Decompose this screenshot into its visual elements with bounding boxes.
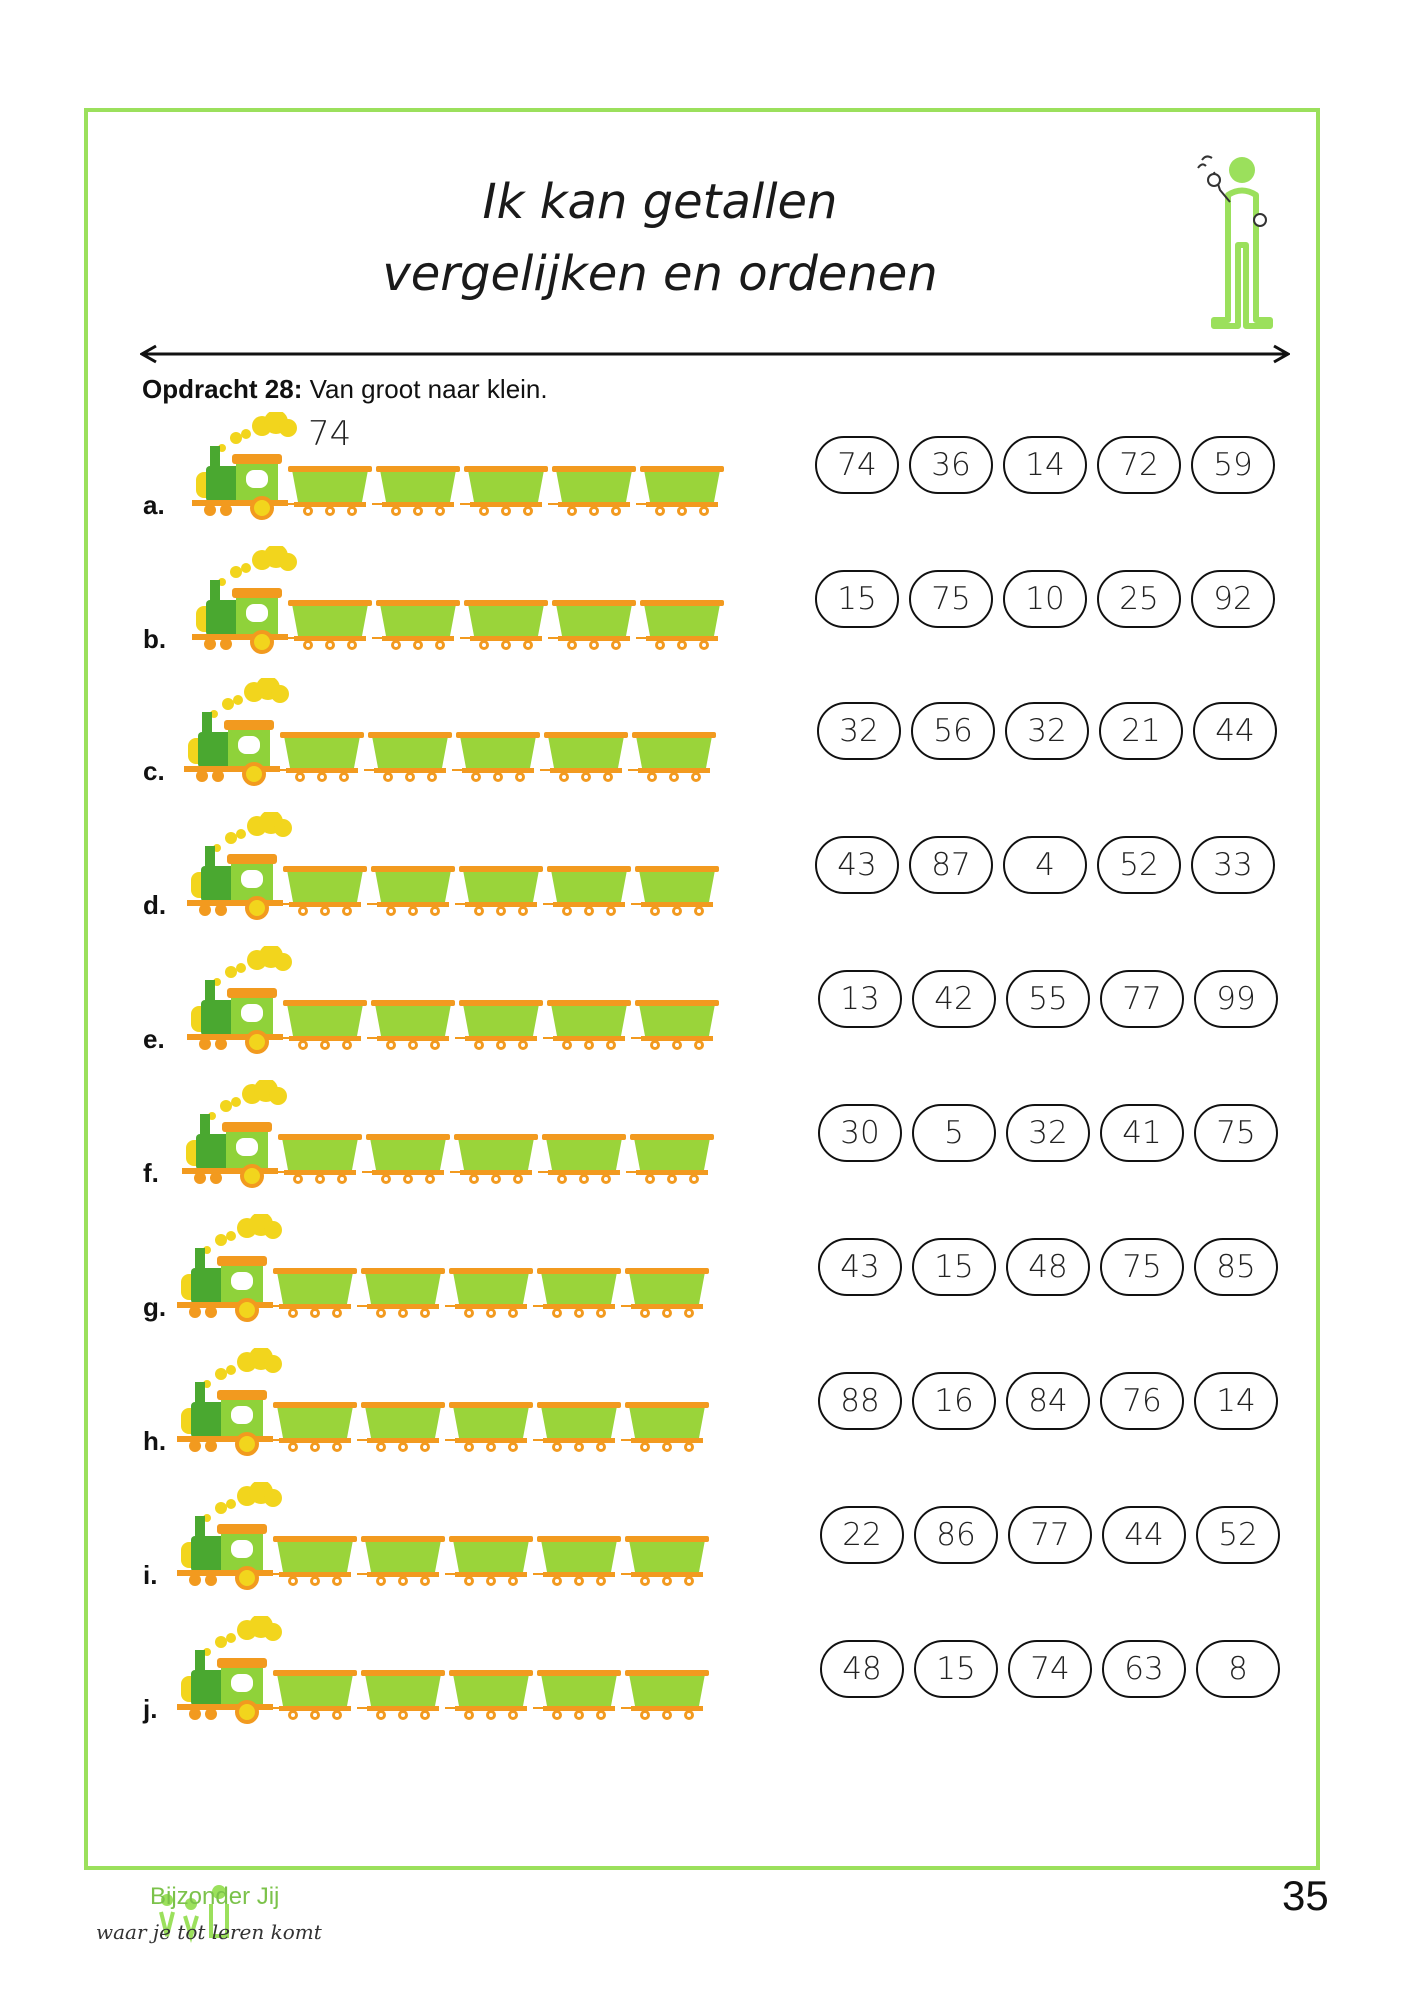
number-group <box>815 436 1275 494</box>
number-pill: 41 <box>1100 1104 1184 1162</box>
number-pill: 74 <box>815 436 899 494</box>
number-pill: 72 <box>1097 436 1181 494</box>
number-pill: 63 <box>1102 1640 1186 1698</box>
number-pill: 16 <box>912 1372 996 1430</box>
task-label: Opdracht 28: <box>142 374 303 404</box>
number-pill: 77 <box>1100 970 1184 1028</box>
row-label: g. <box>143 1292 167 1322</box>
number-pill: 87 <box>909 836 993 894</box>
exercise-row <box>0 678 1414 788</box>
number-pill: 32 <box>1006 1104 1090 1162</box>
exercise-row <box>0 812 1414 922</box>
train-icon <box>190 546 730 656</box>
number-pill: 32 <box>817 702 901 760</box>
number-pill: 15 <box>914 1640 998 1698</box>
row-label: j. <box>143 1694 158 1724</box>
number-pill: 25 <box>1097 570 1181 628</box>
row-label: e. <box>143 1024 165 1054</box>
number-pill: 75 <box>1194 1104 1278 1162</box>
number-group <box>818 1104 1278 1162</box>
number-pill: 5 <box>912 1104 996 1162</box>
row-label: b. <box>143 624 167 654</box>
number-pill: 15 <box>912 1238 996 1296</box>
exercise-row <box>0 1348 1414 1458</box>
train-icon <box>182 678 722 788</box>
row-label: i. <box>143 1560 158 1590</box>
row-label: c. <box>143 756 165 786</box>
task-text: Van groot naar klein. <box>309 374 548 404</box>
exercise-row <box>0 1214 1414 1324</box>
number-group <box>815 570 1275 628</box>
exercise-row <box>0 1482 1414 1592</box>
train-icon <box>185 812 725 922</box>
number-pill: 75 <box>1100 1238 1184 1296</box>
exercise-row <box>0 1080 1414 1190</box>
number-pill: 4 <box>1003 836 1087 894</box>
exercise-row <box>0 546 1414 656</box>
number-pill: 55 <box>1006 970 1090 1028</box>
row-label: h. <box>143 1426 167 1456</box>
number-pill: 43 <box>815 836 899 894</box>
number-pill: 48 <box>820 1640 904 1698</box>
number-pill: 42 <box>912 970 996 1028</box>
row-label: a. <box>143 490 165 520</box>
title-line-2: vergelijken en ordenen <box>382 246 938 302</box>
exercise-row <box>0 412 1414 522</box>
number-pill: 48 <box>1006 1238 1090 1296</box>
train-icon <box>175 1348 715 1458</box>
number-pill: 33 <box>1191 836 1275 894</box>
number-group <box>815 836 1275 894</box>
number-pill: 36 <box>909 436 993 494</box>
number-pill: 44 <box>1193 702 1277 760</box>
train-icon <box>175 1214 715 1324</box>
number-pill: 15 <box>815 570 899 628</box>
number-pill: 52 <box>1196 1506 1280 1564</box>
brand-slogan: waar je tot leren komt <box>96 1920 322 1944</box>
number-pill: 74 <box>1008 1640 1092 1698</box>
brand-name: Bijzonder Jij <box>150 1883 280 1910</box>
number-group <box>818 1372 1278 1430</box>
train-icon <box>175 1482 715 1592</box>
number-pill: 10 <box>1003 570 1087 628</box>
number-pill: 59 <box>1191 436 1275 494</box>
title-line-1: Ik kan getallen <box>482 174 838 230</box>
number-pill: 8 <box>1196 1640 1280 1698</box>
row-label: d. <box>143 890 167 920</box>
number-pill: 22 <box>820 1506 904 1564</box>
number-pill: 92 <box>1191 570 1275 628</box>
number-pill: 75 <box>909 570 993 628</box>
number-pill: 21 <box>1099 702 1183 760</box>
page-number: 35 <box>1282 1872 1329 1919</box>
number-group <box>820 1506 1280 1564</box>
train-icon <box>185 946 725 1056</box>
number-pill: 13 <box>818 970 902 1028</box>
number-group <box>820 1640 1280 1698</box>
number-pill: 52 <box>1097 836 1181 894</box>
train-icon <box>180 1080 720 1190</box>
number-pill: 99 <box>1194 970 1278 1028</box>
number-pill: 84 <box>1006 1372 1090 1430</box>
train-icon <box>190 412 730 522</box>
number-pill: 88 <box>818 1372 902 1430</box>
number-group <box>818 1238 1278 1296</box>
number-pill: 85 <box>1194 1238 1278 1296</box>
double-arrow-icon <box>140 344 1290 364</box>
task-instruction <box>142 374 548 405</box>
number-pill: 86 <box>914 1506 998 1564</box>
number-pill: 56 <box>911 702 995 760</box>
page-title <box>340 166 980 310</box>
train-icon <box>175 1616 715 1726</box>
number-pill: 30 <box>818 1104 902 1162</box>
number-pill: 77 <box>1008 1506 1092 1564</box>
thinking-figure-icon <box>1190 150 1300 330</box>
row-label: f. <box>143 1158 159 1188</box>
number-pill: 32 <box>1005 702 1089 760</box>
exercise-row <box>0 1616 1414 1726</box>
number-pill: 14 <box>1003 436 1087 494</box>
number-pill: 14 <box>1194 1372 1278 1430</box>
number-group <box>817 702 1277 760</box>
number-group <box>818 970 1278 1028</box>
written-answer[interactable]: 74 <box>308 414 352 454</box>
number-pill: 76 <box>1100 1372 1184 1430</box>
number-pill: 44 <box>1102 1506 1186 1564</box>
exercise-row <box>0 946 1414 1056</box>
number-pill: 43 <box>818 1238 902 1296</box>
